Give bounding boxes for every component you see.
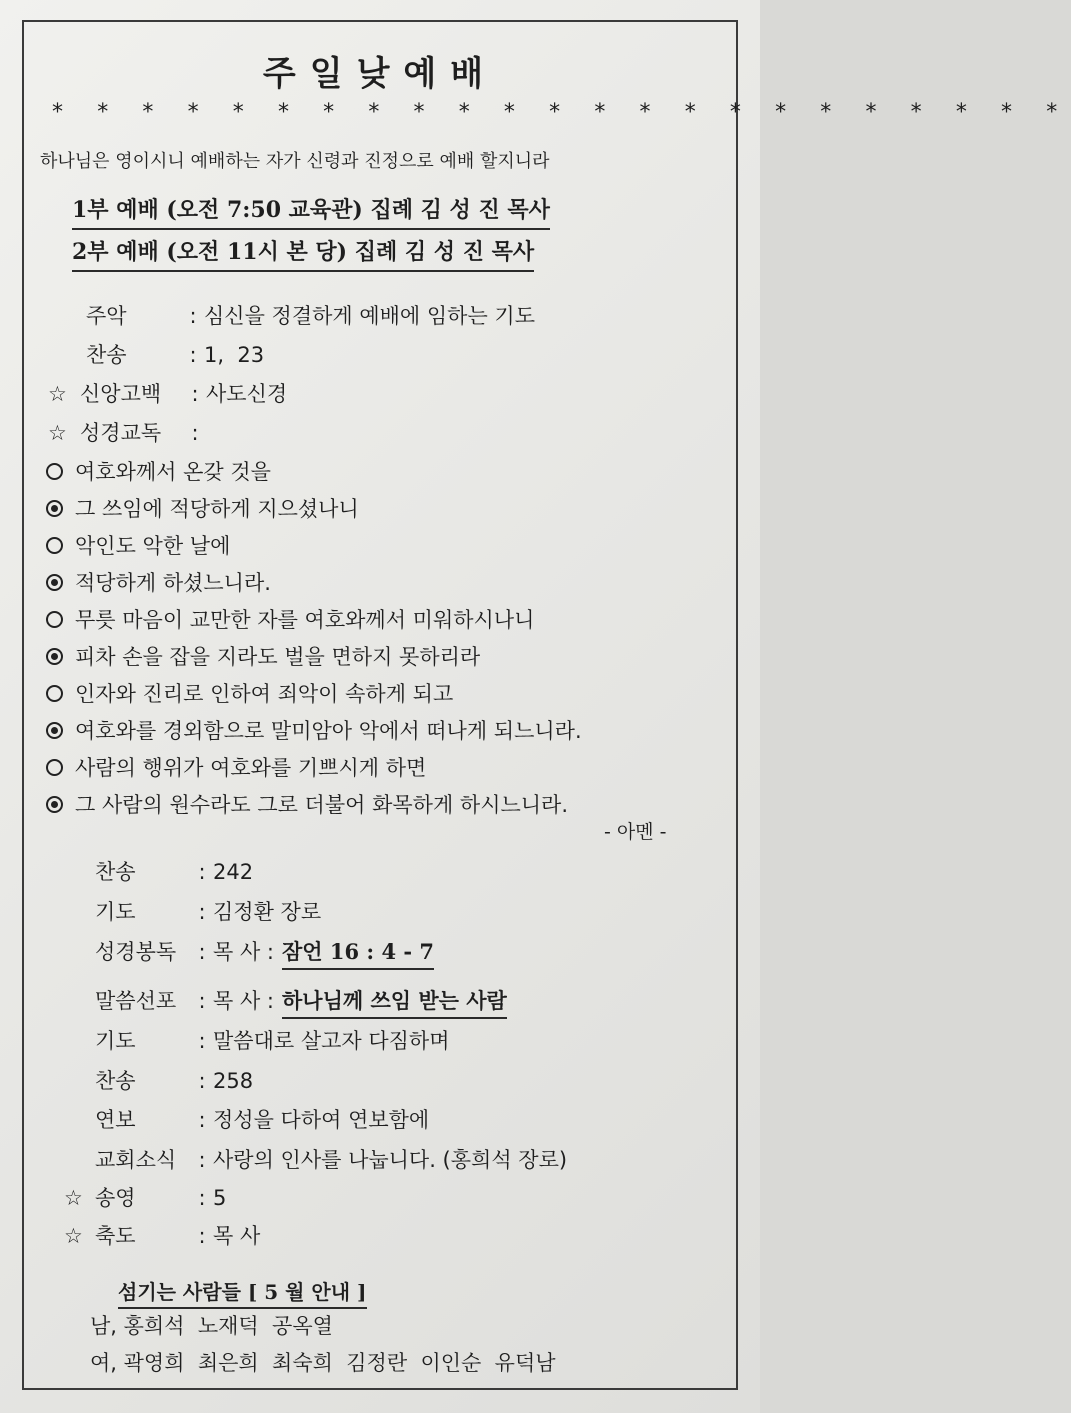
order-colon: : <box>198 1186 206 1210</box>
reading-line <box>46 604 534 634</box>
order-label: 말씀선포 <box>95 989 177 1013</box>
order-item <box>95 896 321 926</box>
order-item <box>48 417 206 447</box>
officiant-label: 목 사 : <box>213 989 274 1013</box>
reading-line <box>46 456 271 486</box>
helpers-men: 남, 홍희석 노재덕 공옥열 <box>90 1314 333 1338</box>
page-title: 주일낮예배 <box>262 54 498 94</box>
order-label: 기도 <box>95 900 136 924</box>
reading-line <box>46 493 359 523</box>
order-item <box>48 378 287 408</box>
order-colon: : <box>198 989 206 1013</box>
service-second: 2부 예배 (오전 11시 본 당) 집례 김 성 진 목사 <box>72 235 534 272</box>
order-label: 성경봉독 <box>95 940 177 964</box>
star-mark-icon: ☆ <box>48 421 67 445</box>
motto-verse: 하나님은 영이시니 예배하는 자가 신령과 진정으로 예배 할지니라 <box>40 151 550 172</box>
reading-line <box>46 715 582 745</box>
reading-text: 사람의 행위가 여호와를 기쁘시게 하면 <box>75 756 427 780</box>
order-item <box>95 936 434 970</box>
reading-line <box>46 641 480 671</box>
order-label: 찬송 <box>95 1069 136 1093</box>
order-value: 258 <box>213 1069 254 1093</box>
amen-text: - 아멘 - <box>604 821 667 843</box>
leader-circle-icon <box>46 759 63 776</box>
order-colon: : <box>198 1108 206 1132</box>
reading-text: 적당하게 하셨느니라. <box>75 571 271 595</box>
order-item <box>86 339 264 369</box>
order-value: 5 <box>213 1186 227 1210</box>
order-item <box>95 985 507 1019</box>
order-item <box>95 1144 567 1174</box>
star-mark-icon: ☆ <box>48 382 67 406</box>
order-item <box>86 300 535 330</box>
order-label: 기도 <box>95 1029 136 1053</box>
reading-text: 여호와께서 온갖 것을 <box>75 460 271 484</box>
order-value: 사도신경 <box>206 382 288 406</box>
star-divider: * * * * * * * * * * * * * * * * * * * * * * * <box>52 100 1071 125</box>
order-colon: : <box>191 421 199 445</box>
order-label: 찬송 <box>95 860 136 884</box>
order-value: 김정환 장로 <box>213 900 322 924</box>
order-colon: : <box>189 304 197 328</box>
congregation-circle-icon <box>46 796 63 813</box>
order-value: 정성을 다하여 연보함에 <box>213 1108 430 1132</box>
order-label: 성경교독 <box>80 421 162 445</box>
order-colon: : <box>191 382 199 406</box>
order-colon: : <box>198 1148 206 1172</box>
congregation-circle-icon <box>46 500 63 517</box>
reading-line <box>46 752 426 782</box>
reading-text: 피차 손을 잡을 지라도 벌을 면하지 못하리라 <box>75 645 481 669</box>
order-value: 말씀대로 살고자 다짐하며 <box>213 1029 450 1053</box>
order-label: 찬송 <box>86 343 127 367</box>
order-value: 사랑의 인사를 나눕니다. (홍희석 장로) <box>213 1148 568 1172</box>
order-label: 축도 <box>95 1224 136 1248</box>
order-colon: : <box>189 343 197 367</box>
order-value: 242 <box>213 860 254 884</box>
order-colon: : <box>198 860 206 884</box>
reading-line <box>46 530 230 560</box>
reading-text: 그 쓰임에 적당하게 지으셨나니 <box>75 497 359 521</box>
officiant-label: 목 사 : <box>213 940 274 964</box>
reading-text: 무릇 마음이 교만한 자를 여호와께서 미워하시나니 <box>75 608 535 632</box>
order-value: 목 사 <box>213 1224 261 1248</box>
star-mark-icon: ☆ <box>64 1186 83 1210</box>
reading-text: 그 사람의 원수라도 그로 더불어 화목하게 하시느니라. <box>75 793 569 817</box>
leader-circle-icon <box>46 463 63 480</box>
order-item <box>95 1025 450 1055</box>
reading-text: 여호와를 경외함으로 말미암아 악에서 떠나게 되느니라. <box>75 719 582 743</box>
leader-circle-icon <box>46 537 63 554</box>
order-label: 송영 <box>95 1186 136 1210</box>
leader-circle-icon <box>46 611 63 628</box>
reading-line <box>46 567 271 597</box>
order-colon: : <box>198 940 206 964</box>
order-value: 심신을 정결하게 예배에 임하는 기도 <box>204 304 535 328</box>
reading-text: 악인도 악한 날에 <box>75 534 231 558</box>
order-label: 교회소식 <box>95 1148 177 1172</box>
reading-line <box>46 789 568 819</box>
order-colon: : <box>198 1069 206 1093</box>
order-label: 신앙고백 <box>80 382 162 406</box>
scripture-reference: 잠언 16 : 4 - 7 <box>282 936 434 970</box>
order-colon: : <box>198 1224 206 1248</box>
order-item <box>64 1182 226 1212</box>
order-item <box>64 1220 260 1250</box>
leader-circle-icon <box>46 685 63 702</box>
sermon-title: 하나님께 쓰임 받는 사람 <box>282 985 507 1019</box>
congregation-circle-icon <box>46 574 63 591</box>
congregation-circle-icon <box>46 648 63 665</box>
reading-text: 인자와 진리로 인하여 죄악이 속하게 되고 <box>75 682 454 706</box>
service-first: 1부 예배 (오전 7:50 교육관) 집례 김 성 진 목사 <box>72 193 550 230</box>
order-item <box>95 856 253 886</box>
helpers-title: 섬기는 사람들 [ 5 월 안내 ] <box>118 1276 367 1309</box>
order-label: 주악 <box>86 304 127 328</box>
order-colon: : <box>198 900 206 924</box>
reading-line <box>46 678 453 708</box>
order-item <box>95 1104 429 1134</box>
helpers-women: 여, 곽영희 최은희 최숙희 김정란 이인순 유덕남 <box>90 1351 556 1375</box>
order-colon: : <box>198 1029 206 1053</box>
star-mark-icon: ☆ <box>64 1224 83 1248</box>
order-value: 1, 23 <box>204 343 265 367</box>
order-label: 연보 <box>95 1108 136 1132</box>
order-item <box>95 1065 253 1095</box>
congregation-circle-icon <box>46 722 63 739</box>
